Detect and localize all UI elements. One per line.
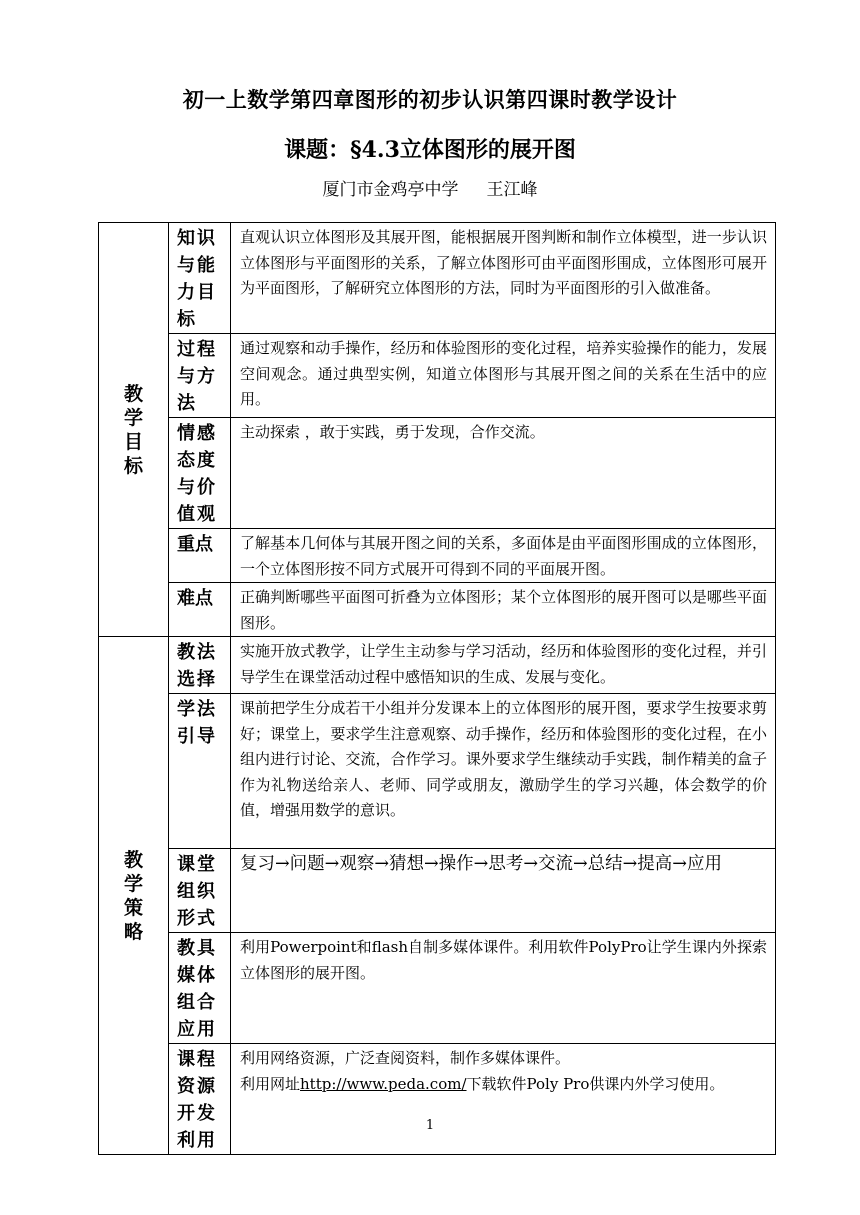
resource-line-2: 利用网址http://www.peda.com/下载软件Poly Pro供课内外学习使用。 bbox=[240, 1074, 725, 1093]
table-row bbox=[99, 583, 776, 637]
author-name: 王江峰 bbox=[486, 180, 538, 200]
table-row bbox=[99, 849, 776, 933]
row-label: 课程资源开发利用 bbox=[169, 1044, 231, 1155]
school-name: 厦门市金鸡亭中学 bbox=[322, 180, 459, 200]
resource-line-1: 利用网络资源，广泛查阅资料，制作多媒体课件。 bbox=[240, 1049, 571, 1067]
section-teaching-strategy: 教学策略 bbox=[99, 637, 169, 1155]
table-row bbox=[99, 334, 776, 418]
row-label: 教具媒体组合应用 bbox=[169, 933, 231, 1044]
row-content: 正确判断哪些平面图可折叠为立体图形；某个立体图形的展开图可以是哪些平面图形。 bbox=[231, 583, 776, 637]
author-line bbox=[0, 175, 860, 200]
row-content: 实施开放式教学，让学生主动参与学习活动，经历和体验图形的变化过程，并引导学生在课堂活动过程中感悟知识的生成、发展与变化。 bbox=[231, 637, 776, 694]
lesson-topic: 课题：§4.3立体图形的展开图 bbox=[284, 137, 576, 163]
table-row bbox=[99, 418, 776, 529]
table-row bbox=[99, 694, 776, 849]
row-label: 知识与能力目标 bbox=[169, 223, 231, 334]
row-label: 过程与方法 bbox=[169, 334, 231, 418]
row-label: 难点 bbox=[169, 583, 231, 637]
row-label: 学法引导 bbox=[169, 694, 231, 849]
resource-link[interactable]: http://www.peda.com/ bbox=[300, 1074, 467, 1093]
row-content: 利用Powerpoint和flash自制多媒体课件。利用软件PolyPro让学生课内外探索立体图形的展开图。 bbox=[231, 933, 776, 1044]
row-content: 通过观察和动手操作，经历和体验图形的变化过程，培养实验操作的能力，发展空间观念。通过典型实例，知道立体图形与其展开图之间的关系在生活中的应用。 bbox=[231, 334, 776, 418]
document-title: 初一上数学第四章图形的初步认识第四课时教学设计 bbox=[182, 87, 678, 112]
row-label: 重点 bbox=[169, 529, 231, 583]
table-row bbox=[99, 637, 776, 694]
table-row bbox=[99, 933, 776, 1044]
row-content: 了解基本几何体与其展开图之间的关系，多面体是由平面图形围成的立体图形，一个立体图形按不同方式展开可得到不同的平面展开图。 bbox=[231, 529, 776, 583]
section-teaching-objectives: 教学目标 bbox=[99, 223, 169, 637]
row-content bbox=[231, 1044, 776, 1155]
row-label: 教法选择 bbox=[169, 637, 231, 694]
table-row bbox=[99, 529, 776, 583]
row-content: 课前把学生分成若干小组并分发课本上的立体图形的展开图，要求学生按要求剪好；课堂上，要求学生注意观察、动手操作，经历和体验图形的变化过程，在小组内进行讨论、交流，合作学习。课外要求学生继续动手实践，制作精美的盒子作为礼物送给亲人、老师、同学或朋友，激励学生的学习兴趣，体会数学的价值，增强用数学的意识。 bbox=[231, 694, 776, 849]
row-content: 复习→问题→观察→猜想→操作→思考→交流→总结→提高→应用 bbox=[231, 849, 776, 933]
page-number: 1 bbox=[425, 1118, 435, 1133]
lesson-plan-table bbox=[98, 222, 776, 1155]
row-label: 情感态度与价值观 bbox=[169, 418, 231, 529]
row-content: 直观认识立体图形及其展开图，能根据展开图判断和制作立体模型，进一步认识立体图形与平面图形的关系，了解立体图形可由平面图形围成，立体图形可展开为平面图形，了解研究立体图形的方法，同时为平面图形的引入做准备。 bbox=[231, 223, 776, 334]
table-row bbox=[99, 1044, 776, 1155]
table-row bbox=[99, 223, 776, 334]
row-content: 主动探索 ，敢于实践，勇于发现，合作交流。 bbox=[231, 418, 776, 529]
row-label: 课堂组织形式 bbox=[169, 849, 231, 933]
